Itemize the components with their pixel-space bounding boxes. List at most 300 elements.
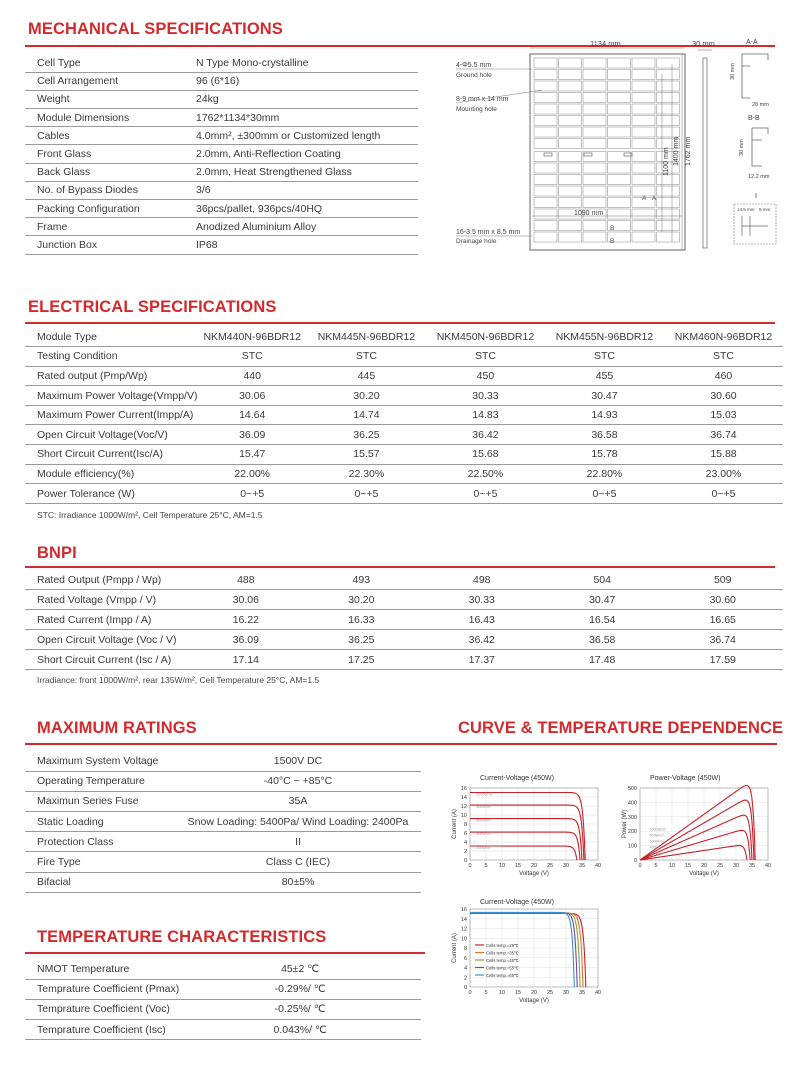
y-tick-label: 100 xyxy=(627,843,637,850)
table-row xyxy=(25,90,418,108)
table-row xyxy=(25,650,783,670)
row-value: 15.57 xyxy=(307,445,426,465)
table-row xyxy=(25,791,421,811)
solar-cell xyxy=(632,139,655,149)
solar-cell xyxy=(657,116,680,126)
solar-cell xyxy=(608,163,631,173)
bnpi-title: BNPI xyxy=(37,544,77,562)
table-row xyxy=(25,610,783,630)
row-value: 17.25 xyxy=(301,650,421,670)
row-value: 23.00% xyxy=(664,464,783,484)
table-row xyxy=(25,832,421,852)
solar-cell xyxy=(608,81,631,91)
solar-cell xyxy=(534,116,557,126)
row-value: 17.14 xyxy=(191,650,301,670)
x-tick-label: 20 xyxy=(530,990,538,996)
solar-cell xyxy=(608,175,631,185)
row-label: Front Glass xyxy=(25,145,190,163)
electrical-table xyxy=(25,327,783,504)
row-value: 36.74 xyxy=(662,630,783,650)
row-value: 14.93 xyxy=(545,405,664,425)
series-label: 1000W/m² xyxy=(476,792,493,797)
row-value: 16.22 xyxy=(191,610,301,630)
row-label: Static Loading xyxy=(25,812,175,832)
row-value: STC xyxy=(664,347,783,367)
y-tick-label: 4 xyxy=(463,840,467,846)
header-model: NKM455N-96BDR12 xyxy=(545,327,664,347)
row-label: Weight xyxy=(25,90,190,108)
solar-cell xyxy=(632,163,655,173)
mechanical-table xyxy=(25,54,418,255)
row-value: IP68 xyxy=(190,236,418,254)
dim-1100: 1100 mm xyxy=(663,147,670,176)
header-label: Module Type xyxy=(25,327,197,347)
row-value: 2.0mm, Heat Strengthened Glass xyxy=(190,163,418,181)
solar-cell xyxy=(608,104,631,114)
stc-note: STC: Irradiance 1000W/m², Cell Temperature 25°C, AM=1.5 xyxy=(37,510,263,520)
solar-cell xyxy=(559,186,582,196)
row-value: 0~+5 xyxy=(426,484,545,504)
drainage-hole-label: 16-3.5 mm x 8.5 mm xyxy=(456,229,521,236)
row-label: Junction Box xyxy=(25,236,190,254)
row-value: 493 xyxy=(301,570,421,590)
electrical-title: ELECTRICAL SPECIFICATIONS xyxy=(28,298,277,316)
solar-cell xyxy=(583,175,606,185)
header-model: NKM450N-96BDR12 xyxy=(426,327,545,347)
solar-cell xyxy=(632,232,655,242)
solar-cell xyxy=(608,198,631,208)
row-label: Temprature Coefficient (Pmax) xyxy=(25,979,179,999)
solar-cell xyxy=(608,127,631,137)
module-drawing xyxy=(450,36,780,261)
row-label: Rated Voltage (Vmpp / V) xyxy=(25,590,191,610)
row-value: 15.03 xyxy=(664,405,783,425)
y-tick-label: 10 xyxy=(460,813,467,819)
x-tick-label: 5 xyxy=(484,863,488,869)
dim-1762: 1762 mm xyxy=(685,136,692,166)
solar-cell xyxy=(534,198,557,208)
legend-label: Cells temp.=65℃ xyxy=(486,972,519,978)
row-label: Open Circuit Voltage(Voc/V) xyxy=(25,425,197,445)
x-tick-label: 35 xyxy=(578,863,586,869)
row-value: 36.25 xyxy=(301,630,421,650)
row-value: 1762*1134*30mm xyxy=(190,109,418,127)
row-label: Cables xyxy=(25,127,190,145)
series-label: 600W/m² xyxy=(476,818,491,823)
y-tick-label: 500 xyxy=(627,786,637,792)
row-value: 36.09 xyxy=(197,425,306,445)
x-tick-label: 40 xyxy=(594,863,602,869)
iv-irradiance-chart xyxy=(448,772,618,884)
y-axis-label: Current (A) xyxy=(452,809,458,839)
section-b-marker-2: B xyxy=(610,238,615,245)
table-row xyxy=(25,347,783,367)
x-tick-label: 20 xyxy=(700,863,708,869)
detail-bb-height: 30 mm xyxy=(739,139,745,156)
row-value: 16.33 xyxy=(301,610,421,630)
row-value: 0~+5 xyxy=(664,484,783,504)
legend-label: Cells temp.=45℃ xyxy=(486,957,519,963)
header-model: NKM460N-96BDR12 xyxy=(664,327,783,347)
row-value: 36.58 xyxy=(542,630,662,650)
row-value: 30.33 xyxy=(426,386,545,406)
row-value: 30.60 xyxy=(662,590,783,610)
table-row xyxy=(25,771,421,791)
x-tick-label: 30 xyxy=(562,990,570,996)
legend-label: Cells temp.=35℃ xyxy=(486,950,519,956)
solar-cell xyxy=(534,127,557,137)
solar-cell xyxy=(657,232,680,242)
chart-title: Power-Voltage (450W) xyxy=(650,775,721,782)
row-label: Bifacial xyxy=(25,872,175,892)
solar-cell xyxy=(559,70,582,80)
row-label: Maximum Power Voltage(Vmpp/V) xyxy=(25,386,197,406)
solar-cell xyxy=(559,93,582,103)
solar-cell xyxy=(657,81,680,91)
solar-cell xyxy=(632,58,655,68)
y-tick-label: 300 xyxy=(627,814,637,821)
y-tick-label: 6 xyxy=(463,831,467,837)
table-row xyxy=(25,445,783,465)
row-value: 17.59 xyxy=(662,650,783,670)
solar-cell xyxy=(583,70,606,80)
bnpi-table xyxy=(25,570,783,670)
row-label: Packing Configuration xyxy=(25,200,190,218)
row-value: 2.0mm, Anti-Reflection Coating xyxy=(190,145,418,163)
solar-cell xyxy=(559,81,582,91)
row-label: Rated Current (Impp / A) xyxy=(25,610,191,630)
y-tick-label: 2 xyxy=(463,975,467,982)
table-row xyxy=(25,959,421,979)
row-value: 35A xyxy=(175,791,421,811)
row-value: 504 xyxy=(542,570,662,590)
table-row xyxy=(25,405,783,425)
solar-cell xyxy=(534,93,557,103)
y-tick-label: 16 xyxy=(460,907,467,913)
max-ratings-rule xyxy=(25,743,425,745)
solar-cell xyxy=(632,116,655,126)
solar-cell xyxy=(657,221,680,231)
row-value: 96 (6*16) xyxy=(190,72,418,90)
table-row xyxy=(25,979,421,999)
solar-cell xyxy=(608,116,631,126)
row-value: 455 xyxy=(545,366,664,386)
drainage-hole-caption: Drainage hole xyxy=(456,238,497,245)
row-value: 3/6 xyxy=(190,181,418,199)
solar-cell xyxy=(583,186,606,196)
row-value: 16.65 xyxy=(662,610,783,630)
x-tick-label: 20 xyxy=(530,863,538,869)
row-value: 22.30% xyxy=(307,464,426,484)
row-value: 488 xyxy=(191,570,301,590)
row-label: Temprature Coefficient (Isc) xyxy=(25,1020,179,1040)
y-tick-label: 200 xyxy=(627,829,637,836)
table-row xyxy=(25,872,421,892)
solar-cell xyxy=(583,139,606,149)
row-value: 0.043%/ ℃ xyxy=(179,1020,421,1040)
x-tick-label: 15 xyxy=(514,990,522,996)
solar-cell xyxy=(583,198,606,208)
table-row xyxy=(25,751,421,771)
row-label: Module efficiency(%) xyxy=(25,464,197,484)
x-tick-label: 35 xyxy=(578,990,586,996)
dim-1400: 1400 mm xyxy=(673,136,680,166)
table-row xyxy=(25,484,783,504)
row-label: Cell Type xyxy=(25,54,190,72)
row-value: STC xyxy=(307,347,426,367)
x-tick-label: 10 xyxy=(498,863,506,869)
iv-temperature-chart xyxy=(448,896,618,1011)
section-a-marker: A xyxy=(642,195,647,202)
mechanical-title: MECHANICAL SPECIFICATIONS xyxy=(28,20,283,38)
row-value: 14.64 xyxy=(197,405,306,425)
solar-cell xyxy=(534,221,557,231)
curves-title: CURVE & TEMPERATURE DEPENDENCE xyxy=(458,719,784,737)
row-value: 15.68 xyxy=(426,445,545,465)
row-label: Rated Output (Pmpp / Wp) xyxy=(25,570,191,590)
row-value: 36.74 xyxy=(664,425,783,445)
bnpi-note: Irradiance: front 1000W/m², rear 135W/m², Cell Temperature 25°C, AM=1.5 xyxy=(37,675,320,685)
row-label: Back Glass xyxy=(25,163,190,181)
solar-cell xyxy=(559,221,582,231)
table-row xyxy=(25,200,418,218)
solar-cell xyxy=(559,127,582,137)
series-label: 200W/m² xyxy=(649,851,665,856)
row-value: -0.25%/ ℃ xyxy=(179,999,421,1019)
row-value: 460 xyxy=(664,366,783,386)
solar-cell xyxy=(657,58,680,68)
x-tick-label: 0 xyxy=(468,863,472,869)
series-label: 400W/m² xyxy=(476,832,491,837)
table-row xyxy=(25,163,418,181)
solar-cell xyxy=(632,93,655,103)
y-tick-label: 6 xyxy=(463,955,467,962)
row-label: Rated output (Pmp/Wp) xyxy=(25,366,197,386)
table-row xyxy=(25,812,421,832)
x-tick-label: 15 xyxy=(684,863,692,869)
table-row xyxy=(25,852,421,872)
series-label: 800W/m² xyxy=(476,805,491,810)
section-b-marker: B xyxy=(610,225,615,232)
row-value: 15.88 xyxy=(664,445,783,465)
y-tick-label: 8 xyxy=(463,822,467,828)
row-value: Snow Loading: 5400Pa/ Wind Loading: 2400Pa xyxy=(175,812,421,832)
x-tick-label: 35 xyxy=(748,863,756,869)
row-value: II xyxy=(175,832,421,852)
dim-width: 1134 mm xyxy=(590,39,621,48)
row-value: 450 xyxy=(426,366,545,386)
table-row xyxy=(25,181,418,199)
dim-1090: 1090 mm xyxy=(574,210,604,217)
row-value: 509 xyxy=(662,570,783,590)
row-label: Testing Condition xyxy=(25,347,197,367)
row-value: 36pcs/pallet, 936pcs/40HQ xyxy=(190,200,418,218)
max-ratings-table xyxy=(25,751,421,893)
solar-cell xyxy=(534,81,557,91)
row-label: NMOT Temperature xyxy=(25,959,179,979)
row-value: 22.50% xyxy=(426,464,545,484)
table-header-row xyxy=(25,327,783,347)
solar-cell xyxy=(632,104,655,114)
table-row xyxy=(25,109,418,127)
row-label: Fire Type xyxy=(25,852,175,872)
row-value: 17.48 xyxy=(542,650,662,670)
detail-bb-profile xyxy=(752,128,768,166)
x-axis-label: Voltage (V) xyxy=(519,998,549,1004)
y-axis-label: Current (A) xyxy=(452,933,458,963)
row-label: Power Tolerance (W) xyxy=(25,484,197,504)
row-value: 36.42 xyxy=(422,630,542,650)
y-axis-label: Power (W) xyxy=(622,809,628,839)
y-tick-label: 400 xyxy=(627,800,637,807)
row-value: 24kg xyxy=(190,90,418,108)
ground-hole-label: 4-Φ5.5 mm xyxy=(456,62,492,69)
series-line xyxy=(470,819,582,860)
row-value: 1500V DC xyxy=(175,751,421,771)
solar-cell xyxy=(608,209,631,219)
table-row xyxy=(25,366,783,386)
solar-cell xyxy=(534,232,557,242)
chart-title: Current-Voltage (450W) xyxy=(480,899,554,906)
table-row xyxy=(25,1020,421,1040)
solar-cell xyxy=(657,93,680,103)
row-label: Maximum Power Current(Impp/A) xyxy=(25,405,197,425)
row-value: 0~+5 xyxy=(197,484,306,504)
solar-cell xyxy=(608,139,631,149)
solar-cell xyxy=(559,163,582,173)
solar-cell xyxy=(608,70,631,80)
series-label: 600W/m² xyxy=(649,839,665,844)
solar-cell xyxy=(534,104,557,114)
solar-cell xyxy=(534,175,557,185)
x-tick-label: 40 xyxy=(594,990,602,996)
row-value: 445 xyxy=(307,366,426,386)
ground-hole-caption: Ground hole xyxy=(456,72,492,79)
table-row xyxy=(25,630,783,650)
x-tick-label: 25 xyxy=(546,863,554,869)
row-value: STC xyxy=(197,347,306,367)
row-value: 36.25 xyxy=(307,425,426,445)
row-value: 36.09 xyxy=(191,630,301,650)
solar-cell xyxy=(657,209,680,219)
table-row xyxy=(25,218,418,236)
row-value: 15.78 xyxy=(545,445,664,465)
mounting-hole-caption: Mounting hole xyxy=(456,106,497,113)
solar-cell xyxy=(632,81,655,91)
x-tick-label: 0 xyxy=(638,863,642,869)
x-axis-label: Voltage (V) xyxy=(689,871,719,877)
solar-cell xyxy=(559,232,582,242)
solar-cell xyxy=(559,175,582,185)
solar-cell xyxy=(583,81,606,91)
row-label: Operating Temperature xyxy=(25,771,175,791)
row-value: 30.06 xyxy=(191,590,301,610)
temperature-title: TEMPERATURE CHARACTERISTICS xyxy=(37,928,327,946)
solar-cell xyxy=(534,58,557,68)
solar-cell xyxy=(534,163,557,173)
x-axis-label: Voltage (V) xyxy=(519,871,549,877)
table-row xyxy=(25,590,783,610)
solar-cell xyxy=(583,232,606,242)
y-tick-label: 2 xyxy=(463,849,467,855)
y-tick-label: 0 xyxy=(463,858,467,864)
row-value: 30.20 xyxy=(307,386,426,406)
temperature-table xyxy=(25,959,421,1040)
x-tick-label: 30 xyxy=(562,863,570,869)
table-row xyxy=(25,999,421,1019)
series-label: 200W/m² xyxy=(476,846,491,851)
solar-cell xyxy=(559,198,582,208)
max-ratings-title: MAXIMUM RATINGS xyxy=(37,719,197,737)
cell-grid xyxy=(534,58,680,242)
row-value: 498 xyxy=(422,570,542,590)
row-value: 4.0mm², ±300mm or Customized length xyxy=(190,127,418,145)
y-tick-label: 16 xyxy=(460,786,467,792)
x-tick-label: 10 xyxy=(498,990,506,996)
mounting-hole-label: 8-9 mm x 14 mm xyxy=(456,96,509,103)
row-value: 30.33 xyxy=(422,590,542,610)
x-tick-label: 5 xyxy=(484,990,488,996)
header-model: NKM440N-96BDR12 xyxy=(197,327,306,347)
temperature-rule xyxy=(25,952,425,954)
row-label: No. of Bypass Diodes xyxy=(25,181,190,199)
solar-cell xyxy=(559,58,582,68)
detail-i-dim1: 14.5 mm xyxy=(737,207,755,212)
row-value: 22.00% xyxy=(197,464,306,484)
row-value: 14.83 xyxy=(426,405,545,425)
legend-label: Cells temp.=25℃ xyxy=(486,942,519,948)
y-tick-label: 14 xyxy=(460,916,467,923)
row-label: Maximum System Voltage xyxy=(25,751,175,771)
x-tick-label: 25 xyxy=(546,990,554,996)
row-value: 15.47 xyxy=(197,445,306,465)
row-label: Temprature Coefficient (Voc) xyxy=(25,999,179,1019)
table-row xyxy=(25,425,783,445)
solar-cell xyxy=(559,152,582,162)
row-value: 17.37 xyxy=(422,650,542,670)
row-value: STC xyxy=(426,347,545,367)
series-label: 800W/m² xyxy=(649,833,665,838)
row-label: Cell Arrangement xyxy=(25,72,190,90)
solar-cell xyxy=(632,221,655,231)
dim-frame: 30 mm xyxy=(692,39,715,48)
solar-cell xyxy=(583,116,606,126)
x-tick-label: 15 xyxy=(514,863,522,869)
solar-cell xyxy=(583,58,606,68)
row-value: 14.74 xyxy=(307,405,426,425)
solar-cell xyxy=(534,186,557,196)
row-value: 30.47 xyxy=(545,386,664,406)
x-tick-label: 10 xyxy=(668,863,676,869)
solar-cell xyxy=(632,70,655,80)
solar-cell xyxy=(657,70,680,80)
row-value: 30.20 xyxy=(301,590,421,610)
solar-cell xyxy=(632,175,655,185)
x-tick-label: 25 xyxy=(716,863,724,869)
row-value: Class C (IEC) xyxy=(175,852,421,872)
header-model: NKM445N-96BDR12 xyxy=(307,327,426,347)
solar-cell xyxy=(657,127,680,137)
section-a-marker-2: A xyxy=(652,195,657,202)
row-value: 16.43 xyxy=(422,610,542,630)
detail-aa-profile xyxy=(742,54,768,98)
detail-aa-height: 30 mm xyxy=(730,63,736,80)
y-tick-label: 4 xyxy=(463,965,467,972)
row-value: Anodized Aluminium Alloy xyxy=(190,218,418,236)
x-tick-label: 0 xyxy=(468,990,472,996)
electrical-rule xyxy=(25,322,775,324)
row-value: STC xyxy=(545,347,664,367)
